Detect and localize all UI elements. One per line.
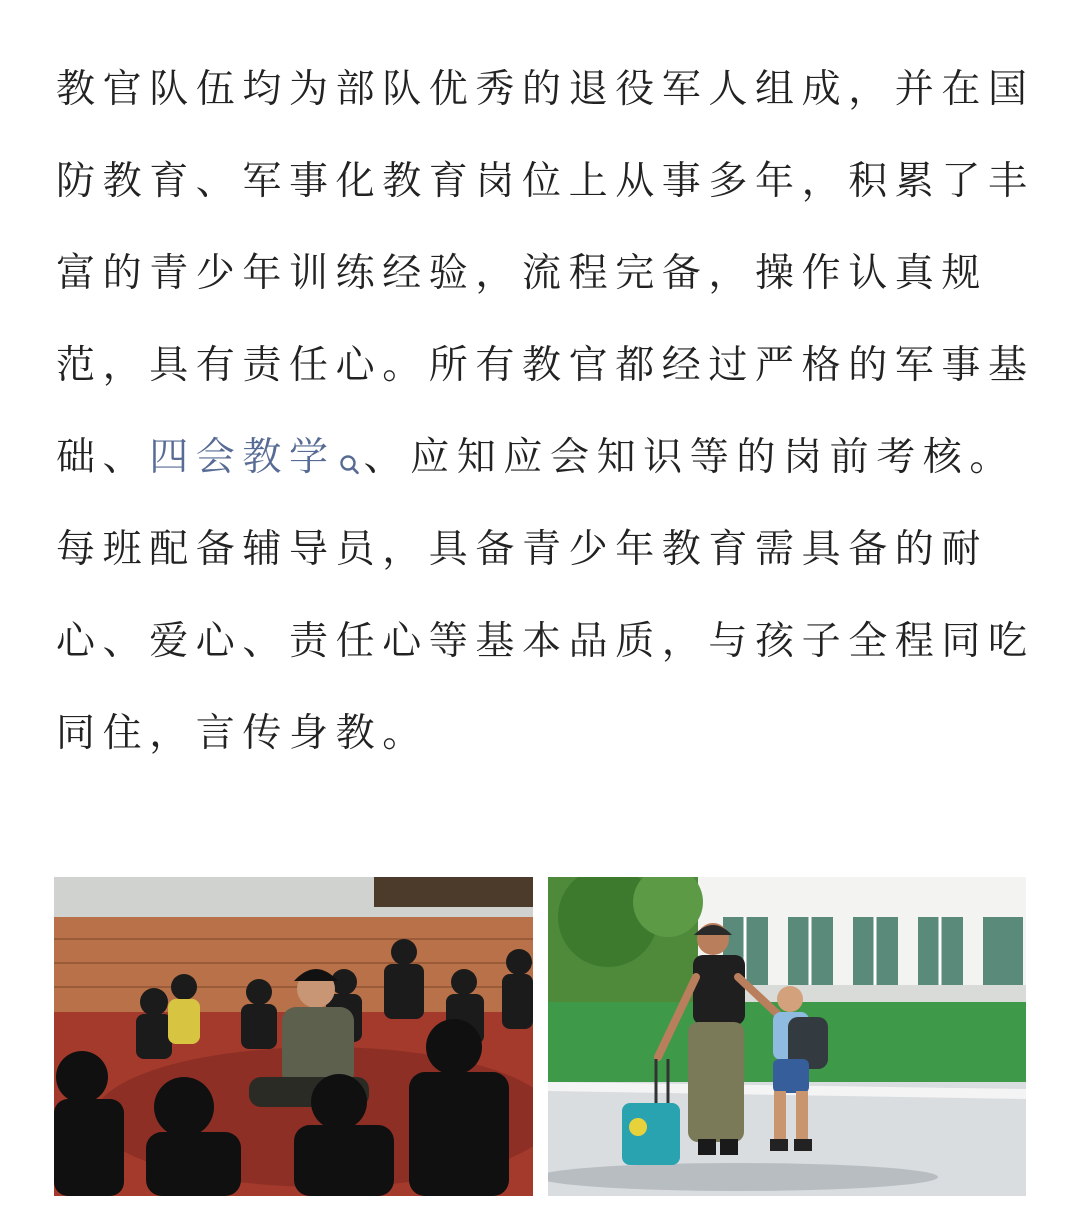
paragraph-line: 同住，言传身教。	[56, 711, 429, 756]
paragraph-line: 富的青少年训练经验，流程完备，操作认真规	[56, 251, 989, 296]
paragraph-line: 每班配备辅导员，具备青少年教育需具备的耐	[56, 527, 989, 572]
search-link[interactable]	[149, 435, 363, 480]
paragraph-line: 范，具有责任心。所有教官都经过严格的军事基	[56, 343, 1035, 388]
search-link-label: 四会教学	[149, 435, 336, 480]
paragraph-line: 防教育、军事化教育岗位上从事多年，积累了丰	[56, 159, 1035, 204]
article-body	[56, 44, 1035, 780]
paragraph-line-with-link	[56, 412, 1024, 504]
line-text-before-link: 础、	[56, 435, 150, 480]
paragraph-line: 心、爱心、责任心等基本品质，与孩子全程同吃	[56, 619, 1035, 664]
photo-instructor-with-child[interactable]	[548, 877, 1026, 1196]
photo-row	[54, 877, 1026, 1196]
photo-training-circle[interactable]	[54, 877, 533, 1196]
line-text-after-link: 、应知应会知识等的岗前考核。	[363, 435, 1017, 480]
paragraph-line: 教官队伍均为部队优秀的退役军人组成，并在国	[56, 67, 1035, 112]
search-icon[interactable]	[336, 428, 362, 462]
